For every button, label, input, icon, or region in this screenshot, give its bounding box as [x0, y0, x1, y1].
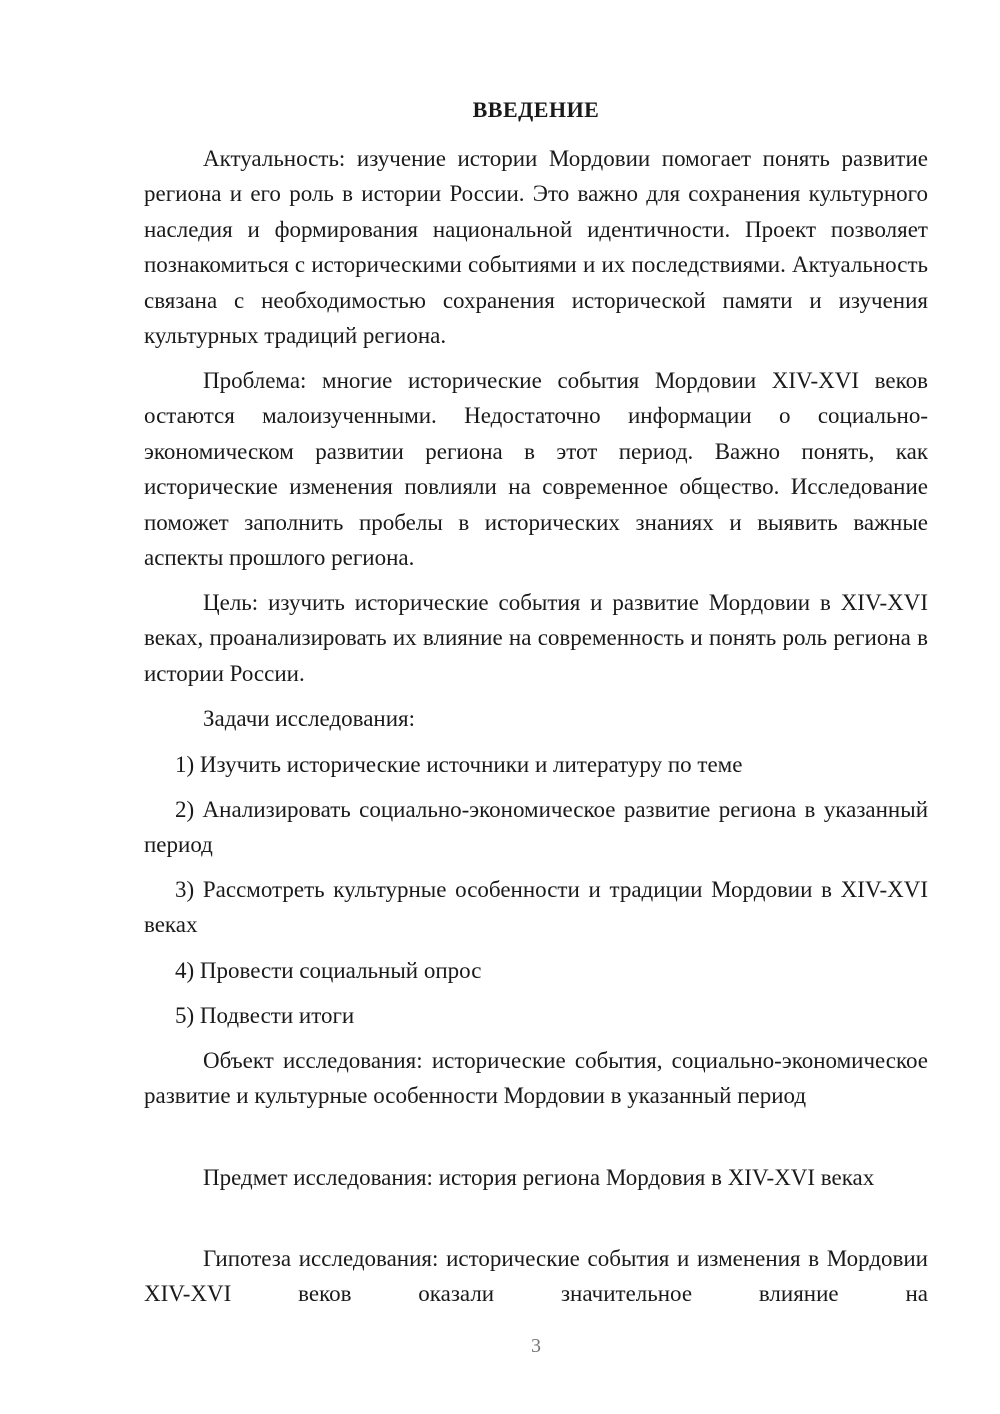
paragraph-tasks-intro: Задачи исследования: — [203, 706, 416, 731]
task-item-3: 3) Рассмотреть культурные особенности и традиции Мордовии в XIV-XVI веках — [144, 877, 928, 938]
paragraph-goal: Цель: изучить исторические события и развитие Мордовии в XIV-XVI веках, проанализировать их влияние на современность и понять роль региона в истории России. — [144, 590, 928, 686]
task-item-4: 4) Провести социальный опрос — [175, 958, 482, 983]
page-number: 3 — [531, 1335, 541, 1357]
task-item-1: 1) Изучить исторические источники и литературу по теме — [175, 752, 743, 777]
paragraph-hypothesis: Гипотеза исследования: исторические события и изменения в Мордовии XIV-XVI веков оказали значительное влияние на — [144, 1246, 928, 1307]
paragraph-problem: Проблема: многие исторические события Мордовии XIV-XVI веков остаются малоизученными. Недостаточно информации о социально-экономическом развитии региона в этот период. Важно понять, как исторические изменения повлияли на современное общество. Исследование поможет заполнить пробелы в исторических знаниях и выявить важные аспекты прошлого региона. — [144, 368, 928, 571]
task-item-2: 2) Анализировать социально-экономическое развитие региона в указанный период — [144, 797, 928, 858]
paragraph-object: Объект исследования: исторические события, социально-экономическое развитие и культурные особенности Мордовии в указанный период — [144, 1048, 928, 1109]
section-heading: ВВЕДЕНИЕ — [472, 97, 600, 122]
paragraph-relevance: Актуальность: изучение истории Мордовии помогает понять развитие региона и его роль в истории России. Это важно для сохранения культурного наследия и формирования национальной идентичности. Проект позволяет познакомиться с историческими событиями и их последствиями. Актуальность связана с необходимостью сохранения исторической памяти и изучения культурных традиций региона. — [144, 146, 928, 349]
paragraph-subject: Предмет исследования: история региона Мордовия в XIV-XVI веках — [203, 1165, 875, 1190]
task-item-5: 5) Подвести итоги — [175, 1003, 355, 1028]
